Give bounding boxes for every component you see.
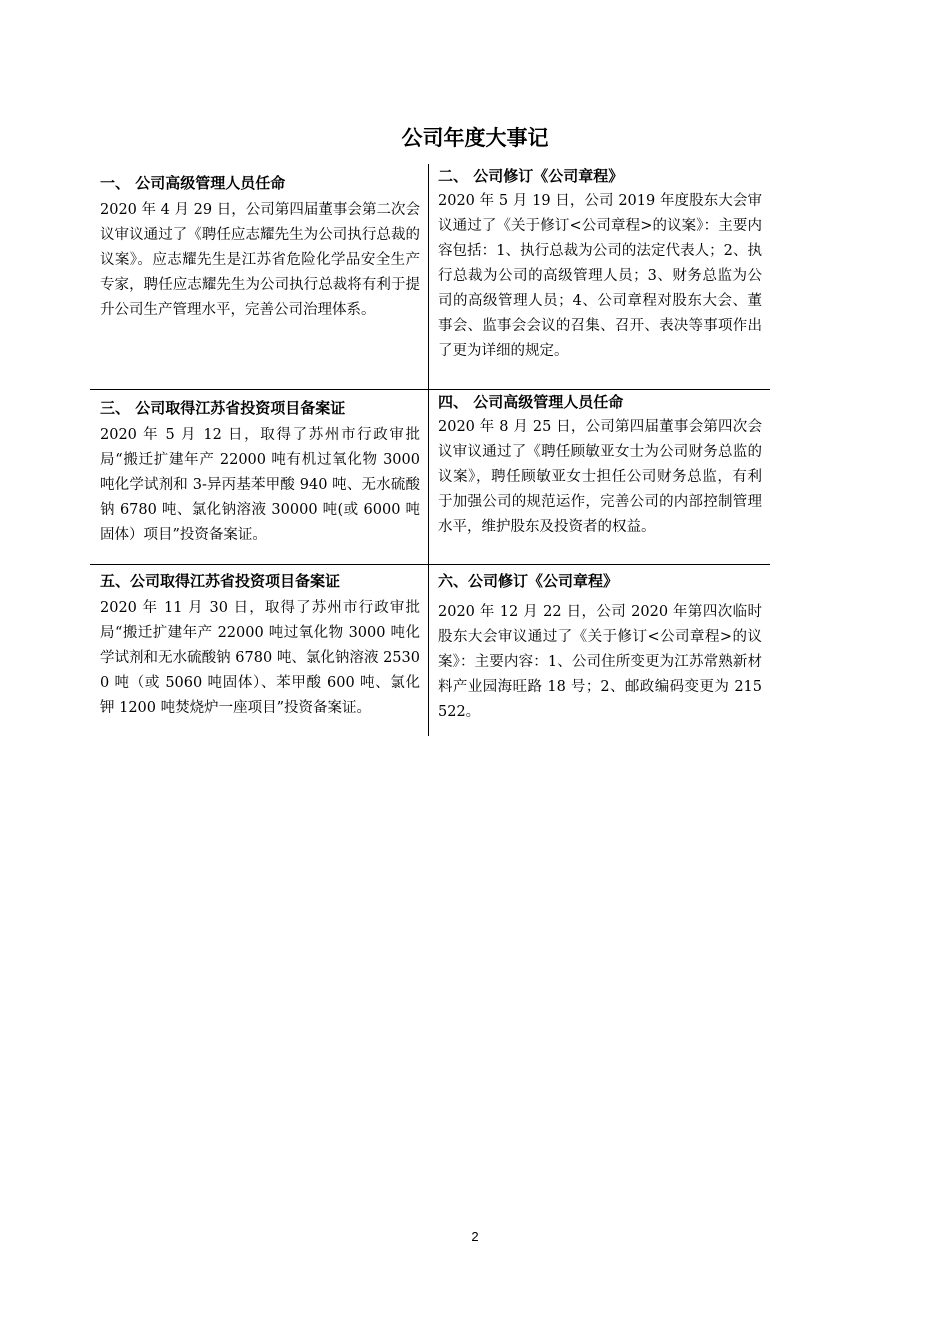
table-row: [90, 565, 770, 736]
event-heading: 一、 公司高级管理人员任命: [100, 174, 286, 192]
events-table: [90, 164, 770, 736]
event-body: 2020 年 11 月 30 日，取得了苏州市行政审批局“搬迁扩建年产 22000 吨过氧化物 3000 吨化学试剂和无水硫酸钠 6780 吨、氯化钠溶液 25300 吨（或 5060 吨固体）、苯甲酸 600 吨、氯化钾 1200 吨焚烧炉一座项目”投资备案证。: [100, 600, 420, 716]
table-row: [90, 164, 770, 390]
event-body: 2020 年 5 月 19 日，公司 2019 年度股东大会审议通过了《关于修订<公司章程>的议案》：主要内容包括：1、执行总裁为公司的法定代表人；2、执行总裁为公司的高级管理人员；3、财务总监为公司的高级管理人员；4、公司章程对股东大会、董事会、监事会会议的召集、召开、表决等事项作出了更为详细的规定。: [438, 193, 762, 359]
event-body: 2020 年 5 月 12 日，取得了苏州市行政审批局“搬迁扩建年产 22000 吨有机过氧化物 3000 吨化学试剂和 3-异丙基苯甲酸 940 吨、无水硫酸钠 6780 吨、氯化钠溶液 30000 吨(或 6000 吨固体）项目”投资备案证。: [100, 427, 420, 543]
event-cell-5: [90, 565, 429, 736]
event-heading: 三、 公司取得江苏省投资项目备案证: [100, 399, 346, 417]
event-body: 2020 年 12 月 22 日，公司 2020 年第四次临时股东大会审议通过了《关于修订<公司章程>的议案》：主要内容：1、公司住所变更为江苏常熟新材料产业园海旺路 18 号；2、邮政编码变更为 215522。: [438, 604, 762, 720]
event-cell-1: [90, 164, 429, 389]
event-cell-4: [429, 390, 770, 564]
event-heading: 四、 公司高级管理人员任命: [438, 393, 624, 411]
event-heading: 二、 公司修订《公司章程》: [438, 167, 624, 185]
event-cell-6: [429, 565, 770, 736]
event-heading: 五、公司取得江苏省投资项目备案证: [100, 572, 341, 590]
event-heading: 六、公司修订《公司章程》: [438, 572, 619, 590]
event-body: 2020 年 8 月 25 日，公司第四届董事会第四次会议审议通过了《聘任顾敏亚女士为公司财务总监的议案》，聘任顾敏亚女士担任公司财务总监，有利于加强公司的规范运作，完善公司的内部控制管理水平，维护股东及投资者的权益。: [438, 419, 762, 535]
event-cell-3: [90, 390, 429, 564]
event-cell-2: [429, 164, 770, 389]
page-number: 2: [471, 1229, 479, 1244]
event-body: 2020 年 4 月 29 日，公司第四届董事会第二次会议审议通过了《聘任应志耀先生为公司执行总裁的议案》。应志耀先生是江苏省危险化学品安全生产专家，聘任应志耀先生为公司执行总裁将有利于提升公司生产管理水平，完善公司治理体系。: [100, 202, 420, 318]
table-row: [90, 390, 770, 565]
page-title: 公司年度大事记: [401, 126, 549, 150]
